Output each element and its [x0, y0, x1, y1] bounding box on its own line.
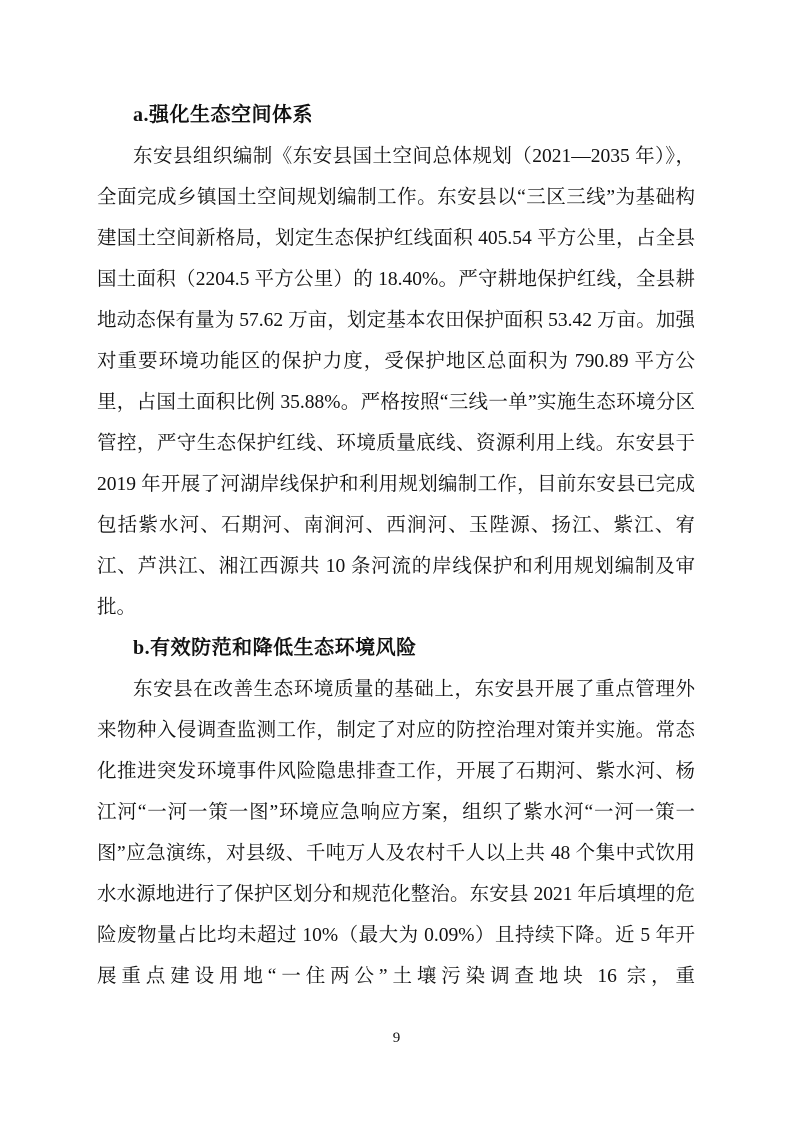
section-heading-a: a.强化生态空间体系	[133, 104, 313, 126]
section-heading-b: b.有效防范和降低生态环境风险	[133, 637, 417, 659]
section-paragraph-a: 东安县组织编制《东安县国土空间总体规划（2021—2035 年）》，全面完成乡镇国土空间规划编制工作。东安县以“三区三线”为基础构建国土空间新格局，划定生态保护红线面积 405.54 平方公里，占全县国土面积（2204.5 平方公里）的 18.40%。严守耕地保护红线，全县耕地动态保有量为 57.62 万亩，划定基本农田保护面积 53.42 万亩。加强对重要环境功能区的保护力度，受保护地区总面积为 790.89 平方公里，占国土面积比例 35.88%。严格按照“三线一单”实施生态环境分区管控，严守生态保护红线、环境质量底线、资源利用上线。东安县于 2019 年开展了河湖岸线保护和利用规划编制工作，目前东安县已完成包括紫水河、石期河、南涧河、西涧河、玉陛源、扬江、紫江、宥江、芦洪江、湘江西源共 10 条河流的岸线保护和利用规划编制及审批。	[97, 146, 695, 618]
page-number: 9	[392, 1030, 401, 1046]
page-content	[97, 95, 695, 997]
section-paragraph-b: 东安县在改善生态环境质量的基础上，东安县开展了重点管理外来物种入侵调查监测工作，制定了对应的防控治理对策并实施。常态化推进突发环境事件风险隐患排查工作，开展了石期河、紫水河、杨江河“一河一策一图”环境应急响应方案，组织了紫水河“一河一策一图”应急演练，对县级、千吨万人及农村千人以上共 48 个集中式饮用水水源地进行了保护区划分和规范化整治。东安县 2021 年后填埋的危险废物量占比均未超过 10%（最大为 0.09%）且持续下降。近 5 年开展重点建设用地“一住两公”土壤污染调查地块 16 宗，重	[97, 679, 695, 987]
